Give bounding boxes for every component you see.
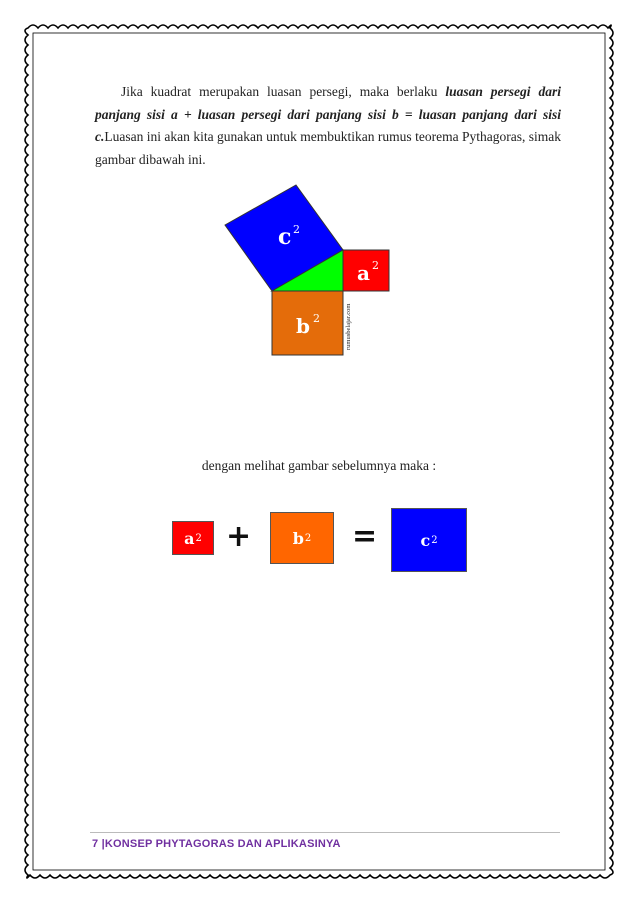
intro-lead: Jika kuadrat merupakan luasan persegi, maka berlaku: [121, 84, 446, 99]
caption: dengan melihat gambar sebelumnya maka :: [201, 458, 437, 473]
eq-term-a: a: [184, 528, 195, 548]
watermark: rumusbelajar.com: [345, 303, 352, 350]
eq-square-b: [270, 512, 334, 564]
eq-square-c: [391, 508, 467, 572]
footer-title: KONSEP PHYTAGORAS DAN APLIKASINYA: [104, 838, 341, 850]
label-a-exp: 2: [372, 259, 379, 272]
eq-term-a-exp: 2: [195, 532, 202, 544]
footer-separator: |: [101, 838, 105, 850]
label-c: c: [278, 224, 292, 250]
eq-term-c-exp: 2: [431, 534, 438, 546]
eq-term-c: c: [420, 530, 431, 550]
intro-paragraph: [95, 81, 561, 171]
plus-sign: +: [226, 519, 252, 554]
label-b: b: [296, 314, 310, 338]
intro-tail: Luasan ini akan kita gunakan untuk membuktikan rumus teorema Pythagoras, simak gambar dibawah ini.: [95, 129, 561, 167]
label-a: a: [357, 261, 370, 285]
eq-square-a: [172, 521, 214, 555]
equation-row: [0, 500, 638, 580]
page-number: 7: [92, 838, 99, 850]
eq-term-b: b: [292, 528, 304, 548]
intro-emphasis: luasan persegi dari panjang sisi a + luasan persegi dari panjang sisi b = luasan panjang dari sisi c.: [95, 84, 561, 144]
equals-sign: =: [352, 519, 378, 554]
footer-divider: [90, 832, 560, 833]
pythagoras-figure: [200, 178, 400, 363]
eq-term-b-exp: 2: [304, 532, 312, 544]
label-b-exp: 2: [313, 312, 320, 325]
page-footer: [92, 838, 341, 850]
label-c-exp: 2: [293, 223, 300, 236]
